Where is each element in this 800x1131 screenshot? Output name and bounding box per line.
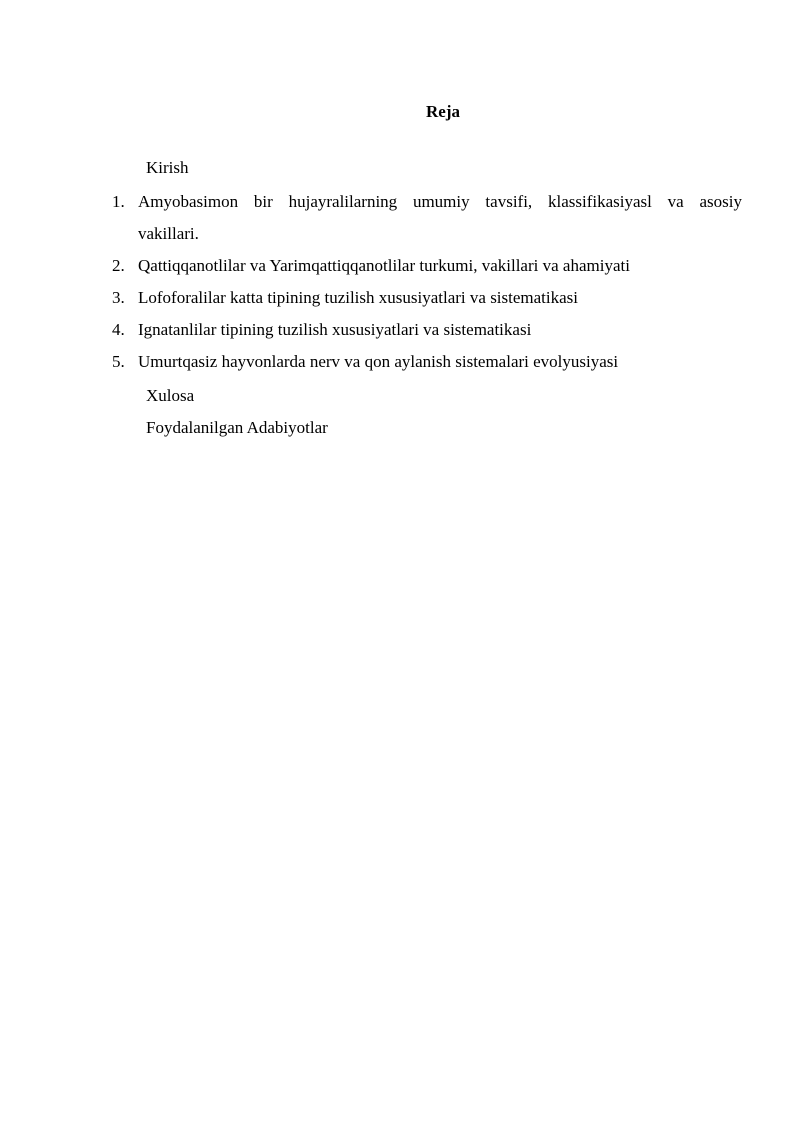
list-item-number: 5. bbox=[112, 352, 125, 371]
list-item-number: 1. bbox=[112, 192, 125, 211]
list-item bbox=[112, 314, 742, 346]
list-item-text: Qattiqqanotlilar va Yarimqattiqqanotlilar turkumi, vakillari va ahamiyati bbox=[138, 256, 630, 275]
references-entry: Foydalanilgan Adabiyotlar bbox=[146, 418, 328, 437]
list-item-number: 3. bbox=[112, 288, 125, 307]
list-item-number: 2. bbox=[112, 256, 125, 275]
page-title: Reja bbox=[426, 102, 460, 121]
list-item-text: Umurtqasiz hayvonlarda nerv va qon aylanish sistemalari evolyusiyasi bbox=[138, 352, 619, 371]
intro-entry: Kirish bbox=[146, 158, 189, 177]
list-item bbox=[112, 186, 742, 250]
list-item bbox=[112, 250, 742, 282]
list-item-text: Lofoforalilar katta tipining tuzilish xususiyatlari va sistematikasi bbox=[138, 288, 579, 307]
list-item-text: Amyobasimon bir hujayralilarning umumiy tavsifi, klassifikasiyasl va asosiy bbox=[138, 192, 742, 211]
list-item bbox=[112, 346, 742, 378]
list-item bbox=[112, 282, 742, 314]
list-item-text: Ignatanlilar tipining tuzilish xususiyatlari va sistematikasi bbox=[138, 320, 532, 339]
list-item-number: 4. bbox=[112, 320, 125, 339]
list-item-text-continued: vakillari. bbox=[138, 224, 199, 243]
conclusion-entry: Xulosa bbox=[146, 386, 195, 405]
